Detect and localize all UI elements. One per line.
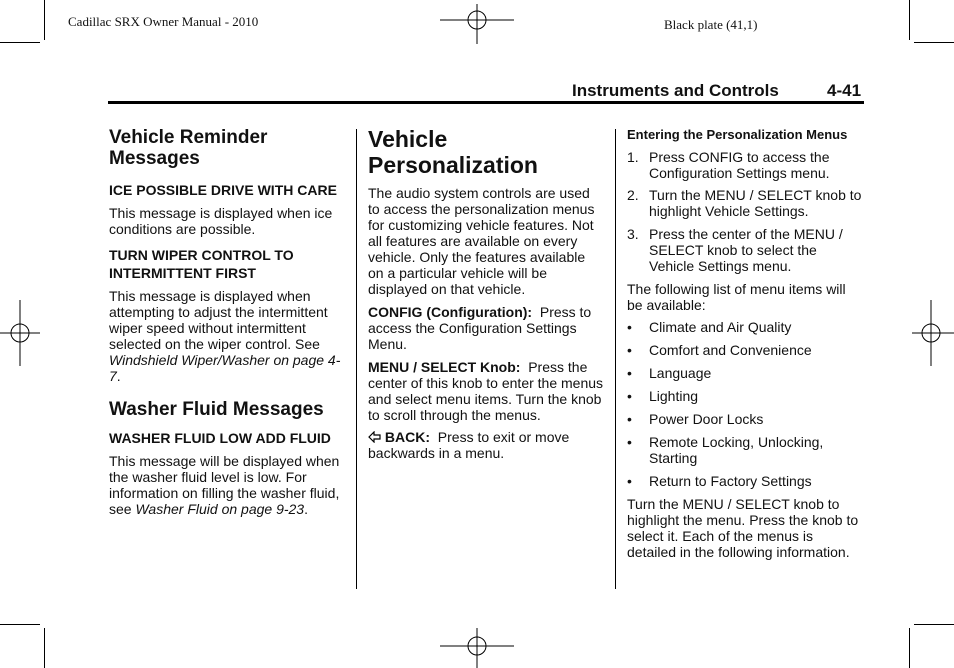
list-intro: The following list of menu items will be available: [627,281,846,313]
back-label: BACK: [384,429,430,445]
section-heading-personalization: Vehicle Personalization [368,126,538,178]
bullet: • [627,388,632,404]
period: . [304,501,308,517]
section-heading-reminder: Vehicle Reminder Messages [109,127,268,169]
registration-target-icon [440,4,514,44]
outro-text: Turn the MENU / SELECT knob to highlight the menu. Press the knob to select it. Each of the menus is detailed in the following information. [627,496,859,560]
message-text-wiper [109,288,349,384]
list-item [627,388,863,404]
list-item [627,434,863,466]
back-text: Press to exit or move backwards in a menu. [368,429,570,461]
section-title: Instruments and Controls [572,81,779,100]
intro-text: The audio system controls are used to access the personalization menus for customizing vehicle features. Not all features are available on every vehicle. Only the features available on a particular vehicle will be displayed on that vehicle. [368,185,595,297]
list-item-text: Language [649,365,712,381]
back-arrow-icon [368,431,381,443]
list-item-text: Power Door Locks [649,411,764,427]
column-3 [627,127,863,560]
list-item [627,342,863,358]
list-item [627,319,863,335]
message-heading-washer: WASHER FLUID LOW ADD FLUID [109,430,331,446]
bullet: • [627,365,632,381]
step-item [627,149,863,181]
washer-page-ref[interactable]: Washer Fluid on page 9-23 [135,501,305,517]
header-rule [108,101,864,104]
section-heading-washer: Washer Fluid Messages [109,399,324,420]
registration-target-icon [440,628,514,668]
plate-right: Black plate (41,1) [664,17,758,32]
list-item [627,365,863,381]
column-2 [368,127,604,461]
crop-mark [909,628,910,668]
crop-mark [44,0,45,40]
config-text: Press to access the Configuration Settings Menu. [368,304,592,352]
list-item-text: Return to Factory Settings [649,473,812,489]
period: . [116,368,121,384]
crop-mark [909,0,910,40]
column-1 [109,127,349,517]
message-heading-ice: ICE POSSIBLE DRIVE WITH CARE [109,182,337,198]
column-divider [615,129,616,589]
bullet: • [627,434,632,450]
page-number: 4-41 [827,81,862,100]
menu-select-text: Press the center of this knob to enter the menus and select menu items. Turn the knob to scroll through the menus. [368,359,604,423]
registration-target-icon [0,300,40,366]
step-number: 2. [627,187,639,203]
crop-mark [44,628,45,668]
menu-select-description [368,359,604,423]
steps-list [627,149,863,274]
wiper-text: This message is displayed when attempting to adjust the intermittent wiper speed without intermittent selected on the wiper control. See [109,288,328,352]
subsection-heading-entering: Entering the Personalization Menus [627,127,848,142]
bullet: • [627,473,632,489]
step-text: Press the center of the MENU / SELECT knob to select the Vehicle Settings menu. [649,226,843,274]
bullet: • [627,319,632,335]
column-divider [356,129,357,589]
registration-target-icon [912,300,954,366]
step-item [627,226,863,274]
menu-items-list [627,319,863,489]
message-heading-wiper: TURN WIPER CONTROL TO INTERMITTENT FIRST [109,247,294,281]
crop-mark [914,42,954,43]
list-item-text: Comfort and Convenience [649,342,812,358]
plate-left: Cadillac SRX Owner Manual - 2010 [68,14,259,29]
menu-select-label: MENU / SELECT Knob: [368,359,521,375]
list-item-text: Climate and Air Quality [649,319,792,335]
list-item [627,411,863,427]
config-description [368,304,604,352]
message-text-ice: This message is displayed when ice conditions are possible. [109,205,333,237]
back-description [368,429,604,461]
washer-text: This message will be displayed when the washer fluid level is low. For information on filling the washer fluid, see [109,453,340,517]
config-label: CONFIG (Configuration): [368,304,533,320]
crop-mark [914,624,954,625]
step-text: Turn the MENU / SELECT knob to highlight Vehicle Settings. [649,187,862,219]
step-text: Press CONFIG to access the Configuration Settings menu. [649,149,830,181]
list-item-text: Remote Locking, Unlocking, Starting [649,434,824,466]
bullet: • [627,411,632,427]
crop-mark [0,42,40,43]
step-number: 3. [627,226,639,242]
list-item [627,473,863,489]
message-text-washer [109,453,349,517]
bullet: • [627,342,632,358]
wiper-page-ref[interactable]: Windshield Wiper/Washer on page 4-7 [109,352,341,384]
step-item [627,187,863,219]
crop-mark [0,624,40,625]
step-number: 1. [627,149,639,165]
list-item-text: Lighting [649,388,699,404]
